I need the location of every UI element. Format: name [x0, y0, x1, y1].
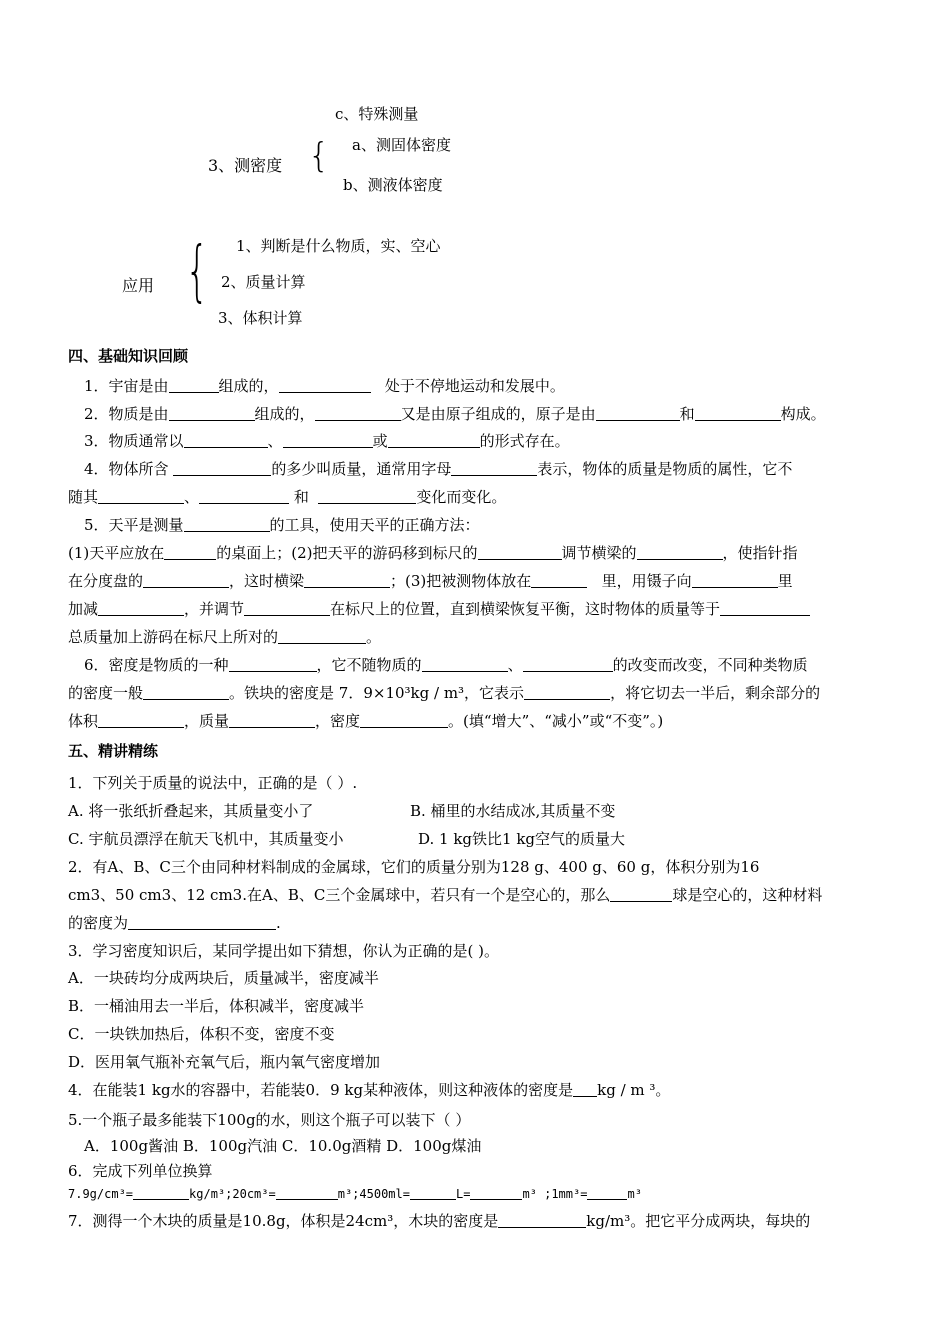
question-4: 4．物体所含 的多少叫质量，通常用字母 表示，物体的质量是物质的属性，它不	[84, 460, 793, 478]
problem-3-option-b: B．一桶油用去一半后，体积减半，密度减半	[68, 997, 365, 1015]
problem-6-conversions: 7.9g/cm³= kg/m³;20cm³= m³;4500ml= L= m³ ;1mm³= m³	[68, 1187, 642, 1201]
problem-1: 1．下列关于质量的说法中，正确的是（ ）.	[68, 774, 358, 792]
question-5-line2: (1)天平应放在 的桌面上；(2)把天平的游码移到标尺的 调节横梁的 ，使指针指	[68, 544, 798, 562]
problem-6: 6．完成下列单位换算	[68, 1162, 213, 1180]
question-6-line3: 体积 ，质量 ，密度 。(填“增大”、“减小”或“不变”。)	[68, 712, 664, 730]
problem-3-option-c: C．一块铁加热后，体积不变，密度不变	[68, 1025, 335, 1043]
question-5-line5: 总质量加上游码在标尺上所对的 。	[68, 628, 382, 646]
question-5: 5．天平是测量 的工具，使用天平的正确方法：	[84, 516, 480, 534]
question-1: 1．宇宙是由 组成的， 处于不停地运动和发展中。	[84, 377, 565, 395]
question-6: 6．密度是物质的一种 ，它不随物质的 、 的改变而改变，不同种类物质	[84, 656, 808, 674]
section-heading: 四、基础知识回顾	[68, 347, 189, 365]
problem-5: 5.一个瓶子最多能装下100g的水，则这个瓶子可以装下（ ）	[68, 1111, 471, 1129]
problem-3-option-d: D．医用氧气瓶补充氧气后，瓶内氧气密度增加	[68, 1053, 381, 1071]
outline-measure-title: 3、测密度	[208, 156, 283, 175]
question-4-cont: 随其 、 和 变化而变化。	[68, 488, 507, 506]
outline-measure-a: a、测固体密度	[352, 136, 451, 154]
question-2: 2．物质是由 组成的， 又是由原子组成的，原子是由 和 构成。	[84, 405, 826, 423]
outline-apply-2: 2、质量计算	[221, 273, 306, 291]
problem-1-option-c: C. 宇航员漂浮在航天飞机中，其质量变小	[68, 830, 344, 848]
problem-7: 7．测得一个木块的质量是10.8g，体积是24cm³，木块的密度是 kg/m³。把它平分成两块，每块的	[68, 1212, 811, 1230]
question-5-line3: 在分度盘的 ，这时横梁 ；(3)把被测物体放在 里，用镊子向 里	[68, 572, 793, 590]
problem-5-options: A．100g酱油 B．100g汽油 C．10.0g酒精 D．100g煤油	[84, 1137, 482, 1155]
question-6-line2: 的密度一般 。铁块的密度是 7．9×10³kg / m³，它表示 ，将它切去一半后，剩余部分的	[68, 684, 821, 702]
brace-icon: {	[308, 136, 330, 176]
question-3: 3．物质通常以 、 或 的形式存在。	[84, 432, 570, 450]
problem-2-line3: 的密度为 .	[68, 914, 281, 932]
problem-2-line2: cm3、50 cm3、12 cm3.在A、B、C三个金属球中，若只有一个是空心的，那么 球是空心的，这种材料	[68, 886, 823, 904]
problem-1-option-d: D. 1 kg铁比1 kg空气的质量大	[418, 830, 626, 848]
outline-measure-c: c、特殊测量	[335, 105, 419, 123]
problem-3-option-a: A．一块砖均分成两块后，质量减半，密度减半	[68, 969, 379, 987]
problem-3: 3．学习密度知识后，某同学提出如下猜想，你认为正确的是( )。	[68, 942, 500, 960]
problem-2: 2．有A、B、C三个由同种材料制成的金属球，它们的质量分别为128 g、400 g、60 g，体积分别为16	[68, 858, 760, 876]
problem-4: 4．在能装1 kg水的容器中，若能装0．9 kg某种液体，则这种液体的密度是 kg / m ³。	[68, 1081, 671, 1099]
question-5-line4: 加减 ，并调节 在标尺上的位置，直到横梁恢复平衡，这时物体的质量等于	[68, 598, 810, 619]
problem-1-option-a: A. 将一张纸折叠起来，其质量变小了	[68, 802, 314, 820]
section-heading: 五、精讲精练	[68, 742, 159, 760]
brace-icon: {	[185, 232, 209, 309]
outline-apply-1: 1、判断是什么物质，实、空心	[236, 237, 441, 255]
outline-measure-b: b、测液体密度	[343, 176, 443, 194]
outline-apply-3: 3、体积计算	[218, 309, 303, 327]
outline-apply-title: 应用	[122, 276, 155, 295]
problem-1-option-b: B. 桶里的水结成冰,其质量不变	[410, 802, 616, 820]
